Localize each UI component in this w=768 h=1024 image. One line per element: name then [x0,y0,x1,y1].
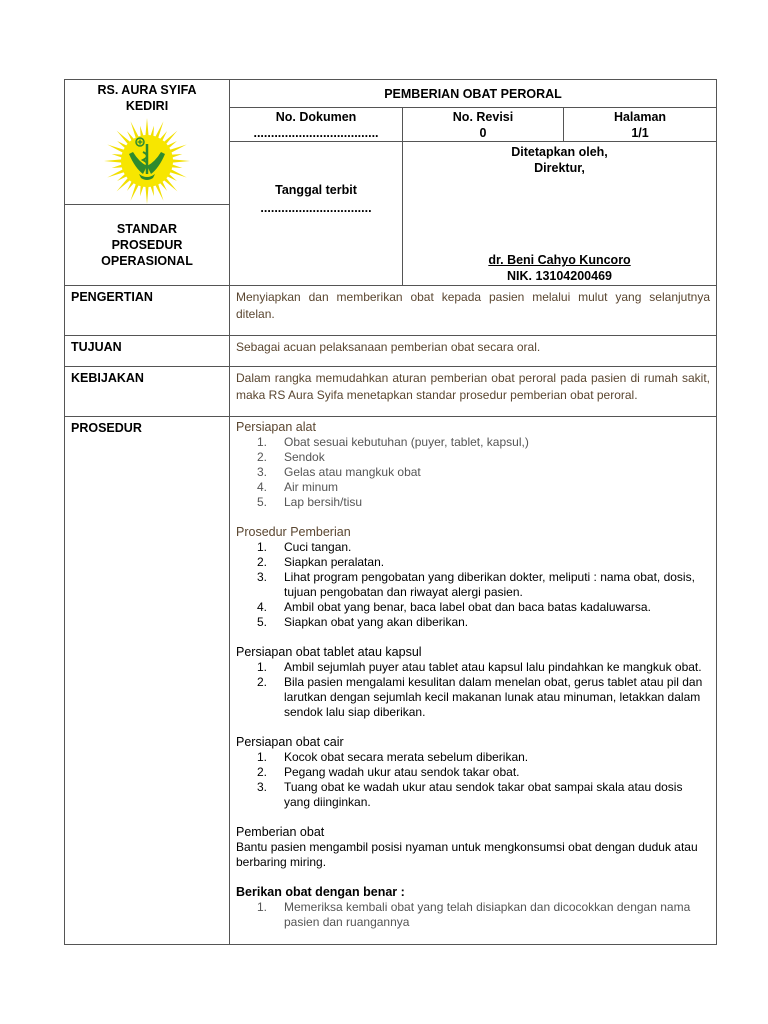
list-item [236,555,710,570]
list-item-number: 1. [257,540,268,554]
list-item-number: 5. [257,615,268,629]
hospital-cell [65,80,230,205]
tujuan-label: TUJUAN [65,336,230,367]
list-item-number: 4. [257,600,268,614]
list-item [236,660,710,675]
list-item [236,495,710,510]
list-item-text: Ambil sejumlah puyer atau tablet atau kapsul lalu pindahkan ke mangkuk obat. [284,660,702,674]
tanggal-terbit-cell [230,142,403,286]
list-item-number: 1. [257,900,268,914]
no-dokumen-cell [230,108,403,142]
tanggal-terbit-value: ................................ [260,200,372,215]
persiapan-alat-title: Persiapan alat [236,420,316,434]
list-item-number: 1. [257,435,268,449]
hospital-logo [99,118,195,204]
list-item [236,765,710,780]
persiapan-alat-list [236,435,710,510]
list-item-text: Sendok [284,450,325,464]
no-dokumen-value: .................................... [253,126,379,140]
halaman-label: Halaman [613,110,667,124]
sop-document [64,79,716,945]
prosedur-content [230,417,717,945]
list-item-number: 2. [257,765,268,779]
prosedur-label: PROSEDUR [65,417,230,945]
list-item [236,480,710,495]
doc-title-cell [230,80,717,108]
list-item-text: Siapkan peralatan. [284,555,385,569]
pengertian-text: Menyiapkan dan memberikan obat kepada pasien melalui mulut yang selanjutnya ditelan. [230,286,717,336]
director-name: dr. Beni Cahyo Kuncoro [488,253,631,267]
list-item-text: Lihat program pengobatan yang diberikan dokter, meliputi : nama obat, dosis, tujuan pengobatan dan riwayat alergi pasien. [284,570,695,599]
list-item-text: Cuci tangan. [284,540,352,554]
no-revisi-label: No. Revisi [452,110,514,124]
list-item-number: 3. [257,780,268,794]
hospital-name-line1: RS. AURA SYIFA [97,83,197,97]
halaman-cell [564,108,717,142]
prosedur-pemberian-list [236,540,710,630]
pengertian-label: PENGERTIAN [65,286,230,336]
list-item [236,615,710,630]
logo-ray [171,159,190,162]
ditetapkan-line1: Ditetapkan oleh, [511,145,608,159]
hospital-name-line2: KEDIRI [125,99,169,113]
kebijakan-label: KEBIJAKAN [65,367,230,417]
sop-line1: STANDAR [116,222,178,236]
list-item [236,450,710,465]
cair-title: Persiapan obat cair [236,735,344,749]
list-item-text: Kocok obat secara merata sebelum diberikan. [284,750,529,764]
list-item-number: 2. [257,675,268,689]
benar-title: Berikan obat dengan benar : [236,885,405,899]
list-item-text: Bila pasien mengalami kesulitan dalam menelan obat, gerus tablet atau pil dan larutkan dengan sejumlah kecil makanan lunak atau minuman, letakkan dalam sendok lalu siap diberikan. [284,675,703,719]
no-revisi-cell [403,108,564,142]
kebijakan-text: Dalam rangka memudahkan aturan pemberian obat peroral pada pasien di rumah sakit, maka RS Aura Syifa menetapkan standar prosedur pemberian obat peroral. [230,367,717,417]
no-revisi-value: 0 [479,126,487,140]
list-item-number: 2. [257,450,268,464]
list-item-text: Siapkan obat yang akan diberikan. [284,615,469,629]
list-item [236,465,710,480]
pemberian-text: Bantu pasien mengambil posisi nyaman untuk mengkonsumsi obat dengan duduk atau berbaring miring. [236,840,698,869]
logo-ray [145,185,148,204]
ditetapkan-line2: Direktur, [534,161,585,175]
logo-ray [104,159,123,162]
pemberian-title: Pemberian obat [236,825,325,839]
tujuan-text: Sebagai acuan pelaksanaan pemberian obat secara oral. [230,336,717,367]
list-item [236,900,710,930]
sop-line2: PROSEDUR [111,238,183,252]
sop-line3: OPERASIONAL [101,254,193,268]
list-item [236,600,710,615]
director-nik: NIK. 13104200469 [507,269,612,283]
halaman-value: 1/1 [631,126,649,140]
tablet-title: Persiapan obat tablet atau kapsul [236,645,422,659]
sop-table [64,79,717,945]
list-item-text: Tuang obat ke wadah ukur atau sendok takar obat sampai skala atau dosis yang diinginkan. [284,780,683,809]
tablet-list [236,660,710,720]
list-item-number: 1. [257,660,268,674]
no-dokumen-label: No. Dokumen [275,110,357,124]
list-item [236,750,710,765]
list-item-number: 3. [257,570,268,584]
prosedur-pemberian-title: Prosedur Pemberian [236,525,351,539]
list-item-number: 3. [257,465,268,479]
list-item-number: 2. [257,555,268,569]
sop-label-cell [65,205,230,286]
list-item [236,570,710,600]
list-item [236,540,710,555]
list-item-text: Memeriksa kembali obat yang telah disiapkan dan dicocokkan dengan nama pasien dan ruangannya [284,900,691,929]
logo-ray [145,118,148,137]
list-item-number: 5. [257,495,268,509]
list-item-text: Lap bersih/tisu [284,495,363,509]
tanggal-terbit-label: Tanggal terbit [275,182,357,197]
list-item-text: Gelas atau mangkuk obat [284,465,421,479]
list-item-text: Obat sesuai kebutuhan (puyer, tablet, kapsul,) [284,435,529,449]
list-item-number: 4. [257,480,268,494]
list-item-text: Air minum [284,480,339,494]
list-item-text: Ambil obat yang benar, baca label obat dan baca batas kadaluwarsa. [284,600,651,614]
doc-title: PEMBERIAN OBAT PERORAL [384,86,562,101]
ditetapkan-cell [403,142,717,286]
list-item [236,780,710,810]
list-item [236,435,710,450]
list-item-number: 1. [257,750,268,764]
list-item-text: Pegang wadah ukur atau sendok takar obat. [284,765,520,779]
list-item [236,675,710,720]
benar-list [236,900,710,930]
cair-list [236,750,710,810]
